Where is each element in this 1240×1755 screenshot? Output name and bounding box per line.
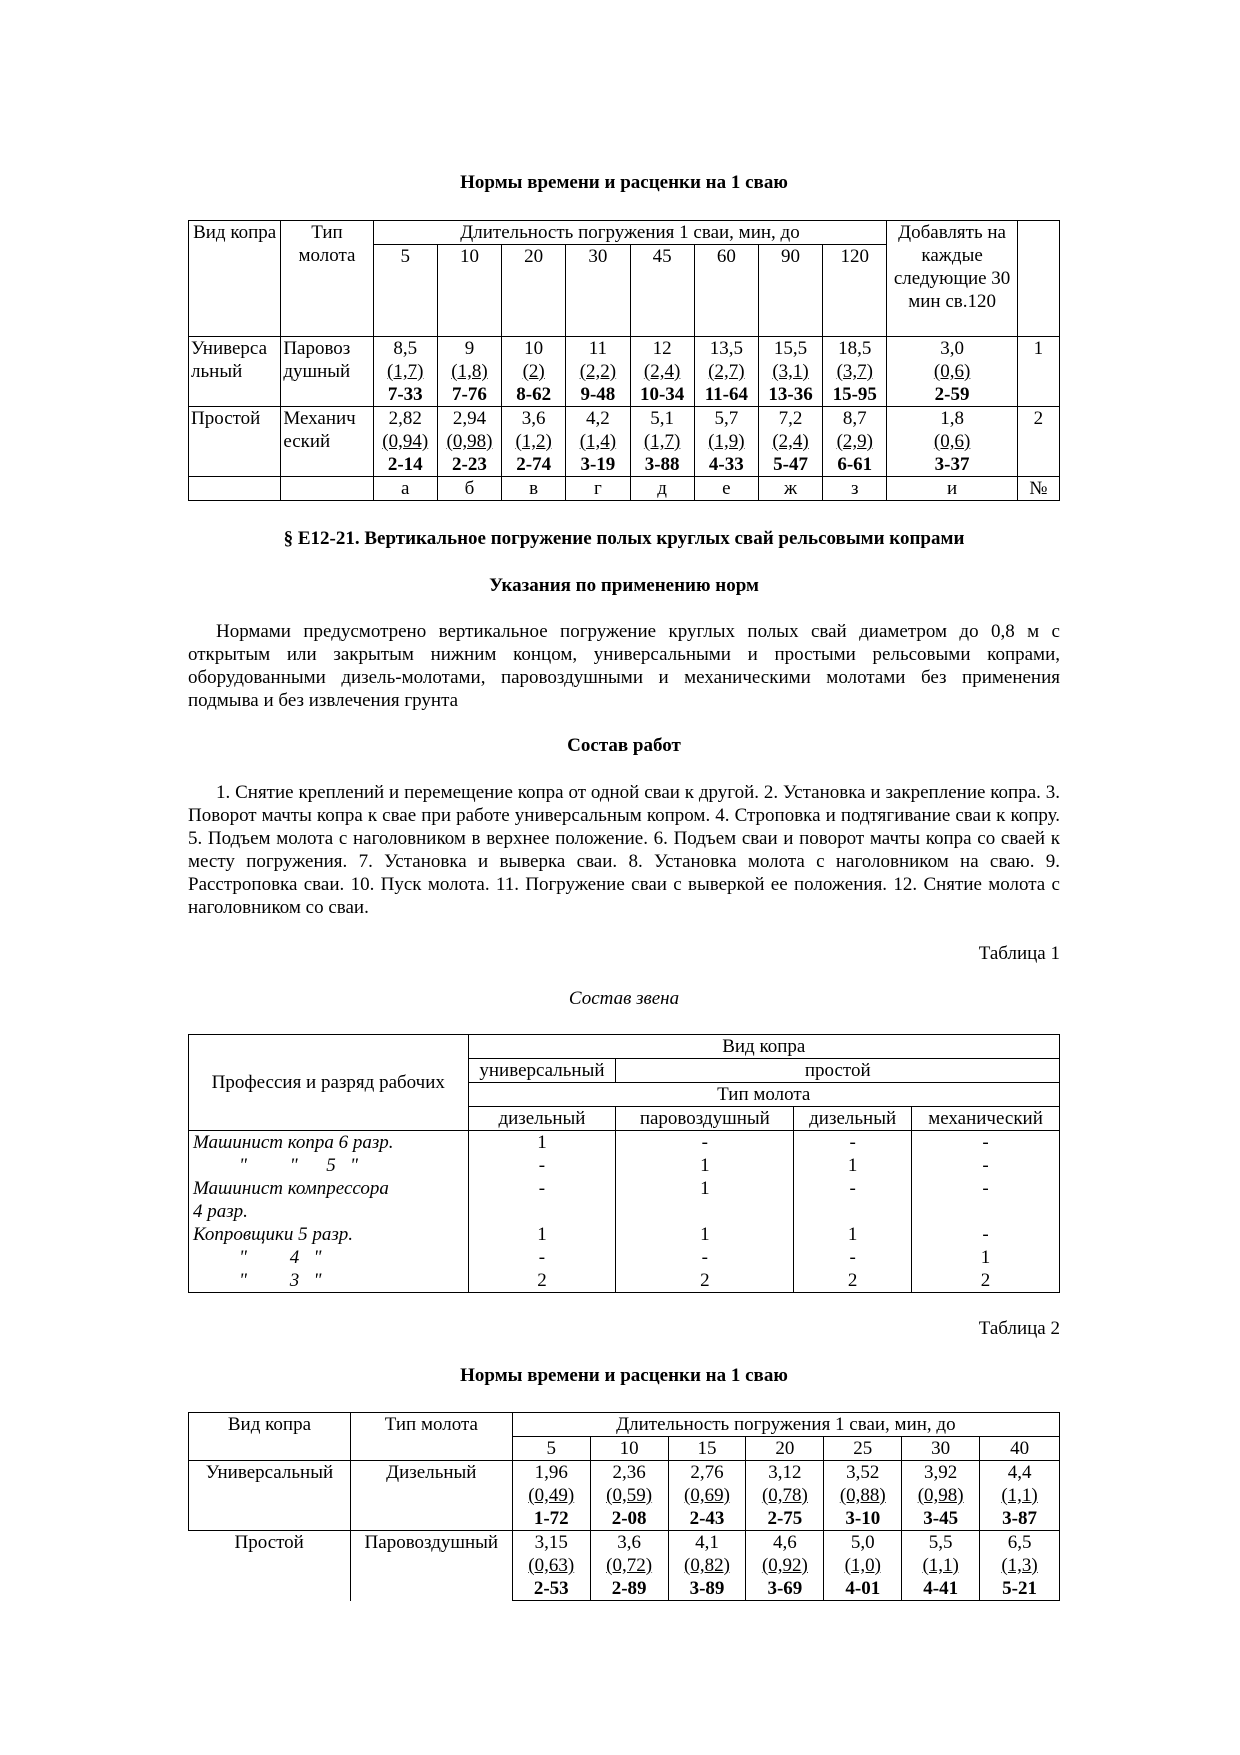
- col-header: 30: [566, 245, 630, 337]
- crew-title: Состав звена: [568, 988, 680, 1009]
- row-kind: Универсальный: [189, 1461, 351, 1531]
- instructions-text: Нормами предусмотрено вертикальное погружение круглых полых свай диаметром до 0,8 м с открытым или закрытым нижним концом, универсальными и простыми рельсовыми копрами, оборудованными дизель-молотами, паровоздушными и механическими молотами без применения подмыва и без извлечения грунта: [188, 621, 1060, 711]
- header-profession: Профессия и разряд рабочих: [189, 1035, 469, 1131]
- value-cell: 5,1 (1,7) 3-88: [630, 407, 694, 477]
- table-row: [189, 1461, 1060, 1531]
- col-header: 45: [630, 245, 694, 337]
- header-duration: Длительность погружения 1 сваи, мин, до: [512, 1413, 1059, 1437]
- header-number: [1017, 221, 1059, 337]
- value-cell: 18,5 (3,7) 15-95: [823, 337, 887, 407]
- header-pile-driver-kind: Вид копра: [189, 1413, 351, 1461]
- header-diesel: дизельный: [468, 1107, 616, 1131]
- col-header: 20: [746, 1437, 824, 1461]
- value-cell: 10 (2) 8-62: [502, 337, 566, 407]
- row-hammer: Паровоз душный: [281, 337, 373, 407]
- column-letter: и: [887, 477, 1017, 501]
- col-header: 20: [502, 245, 566, 337]
- col-header: 120: [823, 245, 887, 337]
- col-header: 60: [694, 245, 758, 337]
- value-cell: 3,6 (0,72) 2-89: [590, 1531, 668, 1601]
- crew-count: 1: [616, 1223, 794, 1246]
- crew-count: -: [794, 1246, 912, 1269]
- crew-count: 1: [468, 1223, 616, 1246]
- value-cell: 3,12 (0,78) 2-75: [746, 1461, 824, 1531]
- title-norms-1: Нормы времени и расценки на 1 сваю: [460, 172, 788, 193]
- value-cell: 15,5 (3,1) 13-36: [758, 337, 822, 407]
- header-hammer-type: Тип молота: [281, 221, 373, 337]
- row-number: 1: [1017, 337, 1059, 407]
- table-1-label: Таблица 1: [978, 943, 1060, 964]
- table-row: [189, 337, 1060, 407]
- value-cell: 4,4 (1,1) 3-87: [980, 1461, 1060, 1531]
- crew-count: -: [468, 1246, 616, 1269]
- crew-count: -: [468, 1154, 616, 1177]
- crew-count: [794, 1200, 912, 1223]
- crew-count: 1: [912, 1246, 1060, 1269]
- crew-count: -: [794, 1131, 912, 1155]
- table-row: [189, 1246, 1060, 1269]
- col-header: 40: [980, 1437, 1060, 1461]
- add-value-cell: 1,8 (0,6) 3-37: [887, 407, 1017, 477]
- section-title: § Е12-21. Вертикальное погружение полых круглых свай рельсовыми копрами: [283, 528, 965, 549]
- crew-count: -: [468, 1177, 616, 1200]
- header-steam-air: паровоздушный: [616, 1107, 794, 1131]
- table-row: [189, 1177, 1060, 1200]
- norms-table-2: [188, 1412, 1060, 1601]
- table-row: [189, 1154, 1060, 1177]
- value-cell: 7,2 (2,4) 5-47: [758, 407, 822, 477]
- profession-cell: " 3 ": [189, 1269, 469, 1293]
- value-cell: 1,96 (0,49) 1-72: [512, 1461, 590, 1531]
- col-header: 10: [590, 1437, 668, 1461]
- col-header: 5: [373, 245, 437, 337]
- col-header: 30: [902, 1437, 980, 1461]
- value-cell: 11 (2,2) 9-48: [566, 337, 630, 407]
- crew-count: 2: [912, 1269, 1060, 1293]
- value-cell: 4,6 (0,92) 3-69: [746, 1531, 824, 1601]
- value-cell: 5,7 (1,9) 4-33: [694, 407, 758, 477]
- column-letter: е: [694, 477, 758, 501]
- value-cell: 13,5 (2,7) 11-64: [694, 337, 758, 407]
- column-letter: б: [437, 477, 501, 501]
- row-hammer: Дизельный: [350, 1461, 512, 1531]
- column-letter: №: [1017, 477, 1059, 501]
- header-diesel: дизельный: [794, 1107, 912, 1131]
- crew-count: 1: [794, 1154, 912, 1177]
- value-cell: 3,92 (0,98) 3-45: [902, 1461, 980, 1531]
- value-cell: 2,76 (0,69) 2-43: [668, 1461, 746, 1531]
- profession-cell: Машинист компрессора: [189, 1177, 469, 1200]
- header-pile-driver-kind: Вид копра: [189, 221, 281, 337]
- table-row: [189, 1531, 1060, 1601]
- value-cell: 2,36 (0,59) 2-08: [590, 1461, 668, 1531]
- value-cell: 4,2 (1,4) 3-19: [566, 407, 630, 477]
- value-cell: 9 (1,8) 7-76: [437, 337, 501, 407]
- header-mechanical: механический: [912, 1107, 1060, 1131]
- instructions-title: Указания по применению норм: [489, 575, 759, 596]
- header-add-per-30min: Добавлять на каждые следующие 30 мин св.120: [887, 221, 1017, 337]
- table-2-label: Таблица 2: [978, 1318, 1060, 1339]
- profession-cell: " 4 ": [189, 1246, 469, 1269]
- col-header: 15: [668, 1437, 746, 1461]
- col-header: 25: [824, 1437, 902, 1461]
- row-number: 2: [1017, 407, 1059, 477]
- column-letter: з: [823, 477, 887, 501]
- crew-count: [616, 1200, 794, 1223]
- header-universal: универсальный: [468, 1059, 616, 1083]
- crew-count: 1: [468, 1131, 616, 1155]
- value-cell: 12 (2,4) 10-34: [630, 337, 694, 407]
- column-letter: в: [502, 477, 566, 501]
- crew-count: [468, 1200, 616, 1223]
- letters-row: [189, 477, 1060, 501]
- work-composition-text: 1. Снятие креплений и перемещение копра от одной сваи к другой. 2. Установка и закрепление копра. 3. Поворот мачты копра к свае при работе универсальным копром. 4. Строповка и подтягивание сваи к копру. 5. Подъем молота с наголовником в верхнее положение. 6. Подъем сваи и поворот мачты копра со сваей к месту погружения. 7. Установка и выверка сваи. 8. Установка молота с наголовником на сваю. 9. Расстроповка сваи. 10. Пуск молота. 11. Погружение сваи с выверкой ее положения. 12. Снятие молота с наголовником со сваи.: [188, 782, 1060, 918]
- value-cell: 8,7 (2,9) 6-61: [823, 407, 887, 477]
- table-row: [189, 1223, 1060, 1246]
- column-letter: а: [373, 477, 437, 501]
- value-cell: 3,15 (0,63) 2-53: [512, 1531, 590, 1601]
- value-cell: 5,0 (1,0) 4-01: [824, 1531, 902, 1601]
- crew-count: -: [912, 1223, 1060, 1246]
- col-header: 90: [758, 245, 822, 337]
- row-kind: Универса льный: [189, 337, 281, 407]
- profession-cell: Копровщики 5 разр.: [189, 1223, 469, 1246]
- crew-count: [912, 1200, 1060, 1223]
- column-letter: г: [566, 477, 630, 501]
- header-simple: простой: [616, 1059, 1060, 1083]
- crew-count: -: [616, 1131, 794, 1155]
- row-hammer: Механич еский: [281, 407, 373, 477]
- crew-count: 1: [616, 1154, 794, 1177]
- table-row: [189, 1200, 1060, 1223]
- crew-count: -: [912, 1131, 1060, 1155]
- table-row: [189, 1131, 1060, 1155]
- crew-count: 1: [794, 1223, 912, 1246]
- value-cell: 5,5 (1,1) 4-41: [902, 1531, 980, 1601]
- column-letter: ж: [758, 477, 822, 501]
- col-header: 5: [512, 1437, 590, 1461]
- col-header: 10: [437, 245, 501, 337]
- profession-cell: " " 5 ": [189, 1154, 469, 1177]
- crew-count: -: [912, 1177, 1060, 1200]
- crew-count: -: [912, 1154, 1060, 1177]
- profession-cell: Машинист копра 6 разр.: [189, 1131, 469, 1155]
- crew-count: 2: [794, 1269, 912, 1293]
- crew-table: [188, 1034, 1060, 1293]
- add-value-cell: 3,0 (0,6) 2-59: [887, 337, 1017, 407]
- crew-count: 1: [616, 1177, 794, 1200]
- crew-count: 2: [616, 1269, 794, 1293]
- row-kind: Простой: [189, 407, 281, 477]
- row-kind: Простой: [189, 1531, 351, 1601]
- value-cell: 6,5 (1,3) 5-21: [980, 1531, 1060, 1601]
- value-cell: 2,82 (0,94) 2-14: [373, 407, 437, 477]
- header-pile-driver-kind: Вид копра: [468, 1035, 1059, 1059]
- crew-count: 2: [468, 1269, 616, 1293]
- table-row: [189, 407, 1060, 477]
- crew-count: -: [794, 1177, 912, 1200]
- row-hammer: Паровоздушный: [350, 1531, 512, 1601]
- norms-table-1: [188, 220, 1060, 501]
- value-cell: 4,1 (0,82) 3-89: [668, 1531, 746, 1601]
- header-hammer-type: Тип молота: [350, 1413, 512, 1461]
- crew-count: -: [616, 1246, 794, 1269]
- column-letter: д: [630, 477, 694, 501]
- table-row: [189, 1269, 1060, 1293]
- header-duration: Длительность погружения 1 сваи, мин, до: [373, 221, 887, 245]
- value-cell: 8,5 (1,7) 7-33: [373, 337, 437, 407]
- title-norms-2: Нормы времени и расценки на 1 сваю: [460, 1365, 788, 1386]
- value-cell: 3,6 (1,2) 2-74: [502, 407, 566, 477]
- header-hammer-type: Тип молота: [468, 1083, 1059, 1107]
- value-cell: 2,94 (0,98) 2-23: [437, 407, 501, 477]
- profession-cell: 4 разр.: [189, 1200, 469, 1223]
- work-composition-title: Состав работ: [567, 735, 681, 756]
- value-cell: 3,52 (0,88) 3-10: [824, 1461, 902, 1531]
